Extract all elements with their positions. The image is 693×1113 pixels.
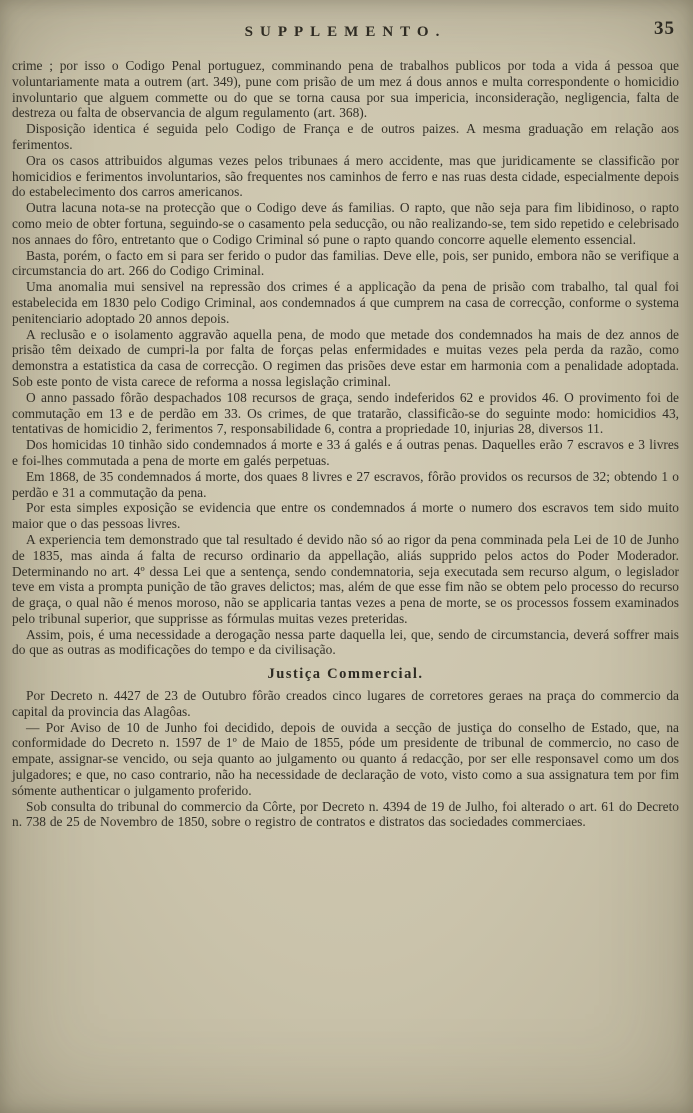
section-paragraph-3: Sob consulta do tribunal do commercio da Côrte, por Decreto n. 4394 de 19 de Julho, foi alterado o art. 61 do Decreto n. 738 de 25 de Novembro de 1850, sobre o registro de contratos e distratos das sociedades commerciaes.: [12, 798, 679, 830]
paragraph-9: Dos homicidas 10 tinhão sido condemnados á morte e 33 á galés e á outras penas. Daquelles erão 7 escravos e 3 livres e foi-lhes commutada a pena de morte em galés perpetuas.: [12, 437, 679, 468]
paragraph-12: A experiencia tem demonstrado que tal resultado é devido não só ao rigor da pena comminada pela Lei de 10 de Junho de 1835, mas ainda á falta de recurso ordinario da appellação, aliás supprido pelos actos do Poder Moderador. Determinando no art. 4º dessa Lei que a sentença, sendo condemnatoria, seja executada sem recurso algum, o legislador teve em vista a prompta punição de tão graves delictos; mas, além de que esse fim não se obtem pelo processo do recurso de graça, o qual não é menos moroso, não se applicaria tantas vezes a pena de morte, se os processos fossem examinados pelo tribunal superior, que supprisse as fórmulas muitas vezes preteridas.: [12, 531, 679, 626]
paragraph-6: Uma anomalia mui sensivel na repressão dos crimes é a applicação da pena de prisão com trabalho, tal qual foi estabelecida em 1830 pelo Codigo Criminal, aos condemnados á que cumprem na casa de correcção, conforme o systema penitenciario adoptado 20 annos depois.: [12, 279, 679, 326]
paragraph-5: Basta, porém, o facto em si para ser ferido o pudor das familias. Deve elle, pois, ser punido, embora não se verifique a circumstancia do art. 266 do Codigo Criminal.: [12, 247, 679, 279]
paragraph-8: O anno passado fôrão despachados 108 recursos de graça, sendo indeferidos 62 e providos 46. O provimento foi de commutação em 13 e de perdão em 33. Os crimes, de que tratarão, classificão-se do seguinte modo: homicidios 43, tentativas de homicidio 2, ferimentos 7, responsabilidade 6, contra a propriedade 10, injurias 28, diversos 11.: [12, 389, 679, 437]
section-heading: Justiça Commercial.: [267, 666, 424, 683]
paragraph-4: Outra lacuna nota-se na protecção que o Codigo deve ás familias. O rapto, que não seja para fim libidinoso, o rapto como meio de obter fortuna, seguindo-se o casamento pela seducção, ou não realizando-se, tem sido repetido e celebrisado nos annaes do fôro, entretanto que o Codigo Criminal só pune o rapto quando concorre aquelle elemento essencial.: [12, 200, 679, 247]
paragraph-2: Disposição identica é seguida pelo Codigo de França e de outros paizes. A mesma graduação em relação aos ferimentos.: [12, 121, 679, 152]
paragraph-1: crime ; por isso o Codigo Penal portuguez, comminando pena de trabalhos publicos por toda a vida á pessoa que voluntariamente mata a outrem (art. 349), pune com prisão de um mez á dous annos e multa correspondente o homicidio involuntario que alguem commette ou do que se torna causa por sua impericia, inconsideração, negligencia, falta de destreza ou falta de observancia de algum regulamento (art. 368).: [12, 58, 679, 121]
page-number: 35: [654, 18, 675, 39]
page-title: SUPPLEMENTO.: [244, 24, 447, 40]
page-body: [12, 58, 679, 830]
paragraph-10: Em 1868, de 35 condemnados á morte, dos quaes 8 livres e 27 escravos, fôrão providos os recursos de 32; obtendo 1 o perdão e 31 a commutação da pena.: [12, 468, 679, 500]
paragraph-13: Assim, pois, é uma necessidade a derogação nessa parte daquella lei, que, sendo de circumstancia, deverá soffrer mais do que as outras as modificações do tempo e da civilisação.: [12, 626, 679, 658]
paragraph-7: A reclusão e o isolamento aggravão aquella pena, de modo que metade dos condemnados ha mais de dez annos de prisão têm deixado de cumpri-la por falta de forças pelas enfermidades e muitas vezes pela perda da razão, como demonstra a estatistica da casa de correcção. O regimen das prisões deve estar em harmonia com a penalidade adoptada. Sob este ponto de vista carece de reforma a nossa legislação criminal.: [12, 326, 679, 389]
page-header: [12, 18, 679, 52]
section-paragraph-2: — Por Aviso de 10 de Junho foi decidido, depois de ouvida a secção de justiça do conselho de Estado, que, na conformidade do Decreto n. 1597 de 1º de Maio de 1855, póde um presidente de tribunal de commercio, no caso de empate, assignar-se vencido, ou seja quanto ao julgamento ou quanto á redacção, por ser elle responsavel como um dos julgadores; e que, no caso contrario, não ha necessidade de declaração de voto, visto como a sua assignatura tem por fim sómente authenticar o julgamento proferido.: [12, 719, 679, 798]
paragraph-11: Por esta simples exposição se evidencia que entre os condemnados á morte o numero dos escravos tem sido muito maior que o das pessoas livres.: [12, 500, 679, 532]
paragraph-3: Ora os casos attribuidos algumas vezes pelos tribunaes á mero accidente, mas que juridicamente se classificão por homicidios e ferimentos involuntarios, são frequentes nos caminhos de ferro e nas ruas desta cidade, especialmente depois do estabelecimento dos carros americanos.: [12, 152, 679, 200]
section-paragraph-1: Por Decreto n. 4427 de 23 de Outubro fôrão creados cinco lugares de corretores geraes na praça do commercio da capital da provincia das Alagôas.: [12, 688, 679, 719]
